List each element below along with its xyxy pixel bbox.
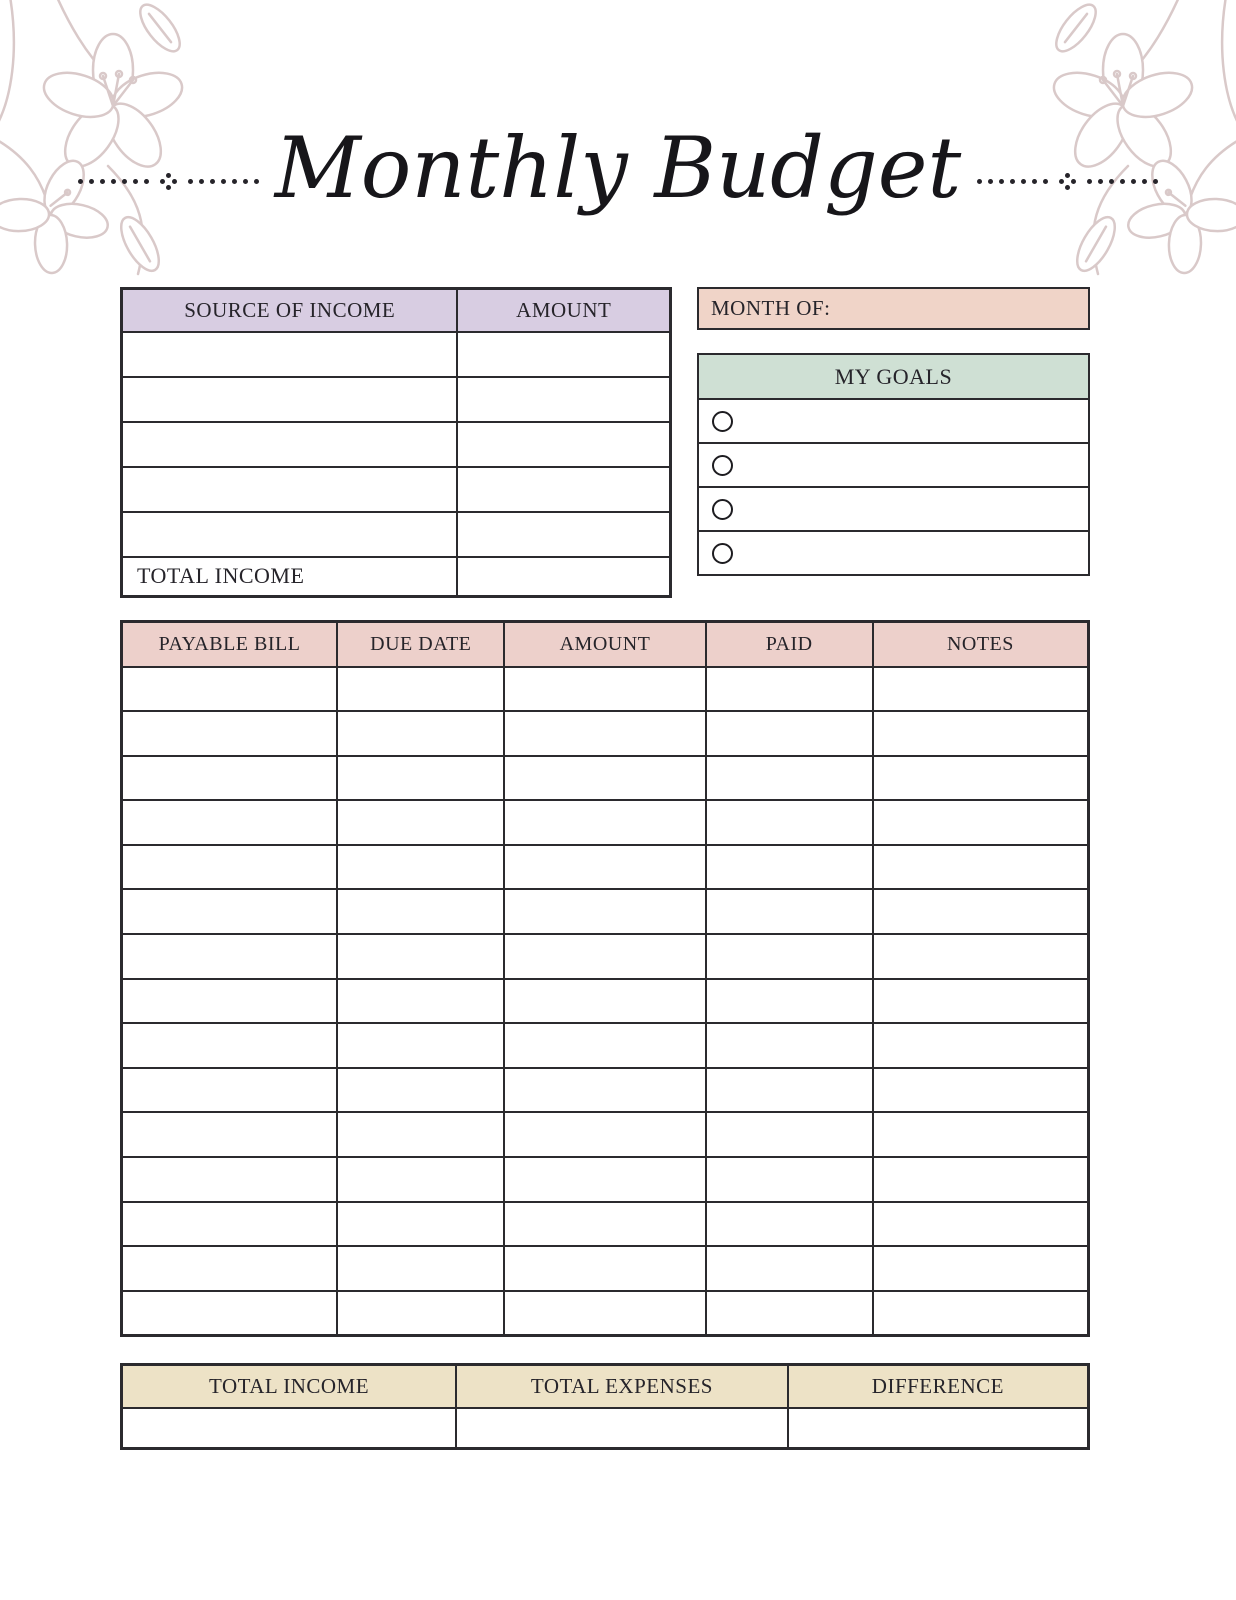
table-cell[interactable] <box>504 1023 705 1068</box>
summary-total-expenses-value[interactable] <box>456 1408 788 1449</box>
table-cell[interactable] <box>122 1112 338 1157</box>
table-row <box>122 667 1089 712</box>
table-cell[interactable] <box>873 800 1089 845</box>
table-cell[interactable] <box>706 1157 873 1202</box>
table-cell[interactable] <box>504 1112 705 1157</box>
table-cell[interactable] <box>122 1291 338 1336</box>
table-cell[interactable] <box>706 1068 873 1113</box>
bills-header-due-date: DUE DATE <box>337 622 504 667</box>
table-cell[interactable] <box>337 1246 504 1291</box>
table-cell[interactable] <box>122 1202 338 1247</box>
table-cell[interactable] <box>873 1246 1089 1291</box>
month-of-field[interactable] <box>697 287 1090 330</box>
table-cell[interactable] <box>337 756 504 801</box>
table-cell[interactable] <box>706 1023 873 1068</box>
table-row <box>122 934 1089 979</box>
bills-header-notes: NOTES <box>873 622 1089 667</box>
goal-circle-icon[interactable] <box>712 455 733 476</box>
table-row <box>122 1023 1089 1068</box>
table-cell[interactable] <box>337 845 504 890</box>
table-cell[interactable] <box>706 979 873 1024</box>
income-header-amount: AMOUNT <box>457 289 670 332</box>
table-cell[interactable] <box>706 711 873 756</box>
summary-header-total-income: TOTAL INCOME <box>122 1365 457 1408</box>
goal-row[interactable] <box>697 530 1090 576</box>
table-cell[interactable] <box>706 800 873 845</box>
table-cell[interactable] <box>706 1112 873 1157</box>
table-cell[interactable] <box>122 711 338 756</box>
table-cell[interactable] <box>337 934 504 979</box>
summary-total-income-value[interactable] <box>122 1408 457 1449</box>
page-title: Monthly Budget <box>274 119 962 217</box>
goal-row[interactable] <box>697 442 1090 488</box>
table-row <box>122 889 1089 934</box>
table-cell[interactable] <box>504 711 705 756</box>
table-cell[interactable] <box>457 467 670 512</box>
table-cell[interactable] <box>337 800 504 845</box>
table-cell[interactable] <box>873 1023 1089 1068</box>
table-cell[interactable] <box>457 512 670 557</box>
table-cell[interactable] <box>706 889 873 934</box>
table-cell[interactable] <box>706 756 873 801</box>
summary-header-difference: DIFFERENCE <box>788 1365 1089 1408</box>
income-table-body <box>122 332 671 557</box>
table-cell[interactable] <box>122 845 338 890</box>
total-income-value[interactable] <box>457 557 670 597</box>
table-cell[interactable] <box>873 889 1089 934</box>
table-cell[interactable] <box>873 1112 1089 1157</box>
table-row <box>122 1246 1089 1291</box>
table-cell[interactable] <box>873 1068 1089 1113</box>
month-of-label: MONTH OF: <box>711 296 831 320</box>
diamond-ornament-icon <box>160 173 177 190</box>
table-cell[interactable] <box>122 800 338 845</box>
table-cell[interactable] <box>337 1291 504 1336</box>
table-row <box>122 845 1089 890</box>
table-cell[interactable] <box>873 1291 1089 1336</box>
summary-value-row <box>122 1408 1089 1449</box>
goal-circle-icon[interactable] <box>712 499 733 520</box>
table-cell[interactable] <box>706 667 873 712</box>
table-cell[interactable] <box>122 1157 338 1202</box>
table-row <box>122 467 671 512</box>
summary-difference-value[interactable] <box>788 1408 1089 1449</box>
table-cell[interactable] <box>122 934 338 979</box>
income-header-source: SOURCE OF INCOME <box>122 289 458 332</box>
table-cell[interactable] <box>706 934 873 979</box>
table-row <box>122 1291 1089 1336</box>
table-row <box>122 422 671 467</box>
table-cell[interactable] <box>122 512 458 557</box>
table-cell[interactable] <box>706 845 873 890</box>
goals-section <box>697 353 1090 576</box>
bills-header-row <box>122 622 1089 667</box>
table-row <box>122 711 1089 756</box>
income-table <box>120 287 672 598</box>
table-cell[interactable] <box>337 711 504 756</box>
bills-table-body <box>122 667 1089 1336</box>
goal-row[interactable] <box>697 486 1090 532</box>
table-cell[interactable] <box>457 422 670 467</box>
dotted-ornament-right <box>977 173 1158 190</box>
table-cell[interactable] <box>337 1112 504 1157</box>
table-row <box>122 800 1089 845</box>
table-cell[interactable] <box>504 1157 705 1202</box>
table-cell[interactable] <box>504 1202 705 1247</box>
table-cell[interactable] <box>337 1068 504 1113</box>
table-cell[interactable] <box>873 845 1089 890</box>
table-cell[interactable] <box>504 845 705 890</box>
table-row <box>122 332 671 377</box>
table-cell[interactable] <box>337 1157 504 1202</box>
table-cell[interactable] <box>873 934 1089 979</box>
table-cell[interactable] <box>337 979 504 1024</box>
table-row <box>122 1112 1089 1157</box>
table-cell[interactable] <box>873 711 1089 756</box>
table-cell[interactable] <box>504 1246 705 1291</box>
table-cell[interactable] <box>504 667 705 712</box>
table-cell[interactable] <box>122 889 338 934</box>
table-cell[interactable] <box>122 1023 338 1068</box>
table-cell[interactable] <box>122 979 338 1024</box>
table-cell[interactable] <box>504 1068 705 1113</box>
table-row <box>122 1157 1089 1202</box>
table-row <box>122 512 671 557</box>
table-row <box>122 1202 1089 1247</box>
bills-header-amount: AMOUNT <box>504 622 705 667</box>
summary-header-total-expenses: TOTAL EXPENSES <box>456 1365 788 1408</box>
goal-circle-icon[interactable] <box>712 543 733 564</box>
bills-header-payable-bill: PAYABLE BILL <box>122 622 338 667</box>
table-cell[interactable] <box>504 934 705 979</box>
total-income-label: TOTAL INCOME <box>122 557 458 597</box>
table-cell[interactable] <box>504 756 705 801</box>
table-cell[interactable] <box>457 332 670 377</box>
table-row <box>122 1068 1089 1113</box>
table-cell[interactable] <box>873 667 1089 712</box>
page-header <box>0 112 1236 225</box>
income-total-row <box>122 557 671 597</box>
income-header-row <box>122 289 671 332</box>
goals-title: MY GOALS <box>697 353 1090 400</box>
table-row <box>122 377 671 422</box>
goal-circle-icon[interactable] <box>712 411 733 432</box>
table-cell[interactable] <box>504 889 705 934</box>
table-cell[interactable] <box>122 332 458 377</box>
table-cell[interactable] <box>457 377 670 422</box>
table-cell[interactable] <box>873 1202 1089 1247</box>
dotted-ornament-left <box>78 173 259 190</box>
table-cell[interactable] <box>122 667 338 712</box>
table-cell[interactable] <box>337 667 504 712</box>
table-row <box>122 756 1089 801</box>
table-cell[interactable] <box>122 756 338 801</box>
table-cell[interactable] <box>873 756 1089 801</box>
table-row <box>122 979 1089 1024</box>
table-cell[interactable] <box>706 1202 873 1247</box>
table-cell[interactable] <box>122 377 458 422</box>
table-cell[interactable] <box>706 1291 873 1336</box>
table-cell[interactable] <box>706 1246 873 1291</box>
table-cell[interactable] <box>337 1023 504 1068</box>
bills-header-paid: PAID <box>706 622 873 667</box>
table-cell[interactable] <box>122 422 458 467</box>
diamond-ornament-icon <box>1059 173 1076 190</box>
table-cell[interactable] <box>504 979 705 1024</box>
table-cell[interactable] <box>122 1246 338 1291</box>
table-cell[interactable] <box>337 1202 504 1247</box>
table-cell[interactable] <box>873 979 1089 1024</box>
summary-header-row <box>122 1365 1089 1408</box>
bills-table <box>120 620 1090 1337</box>
table-cell[interactable] <box>873 1157 1089 1202</box>
table-cell[interactable] <box>122 467 458 512</box>
table-cell[interactable] <box>337 889 504 934</box>
summary-table <box>120 1363 1090 1450</box>
table-cell[interactable] <box>504 800 705 845</box>
table-cell[interactable] <box>122 1068 338 1113</box>
table-cell[interactable] <box>504 1291 705 1336</box>
goal-row[interactable] <box>697 398 1090 444</box>
